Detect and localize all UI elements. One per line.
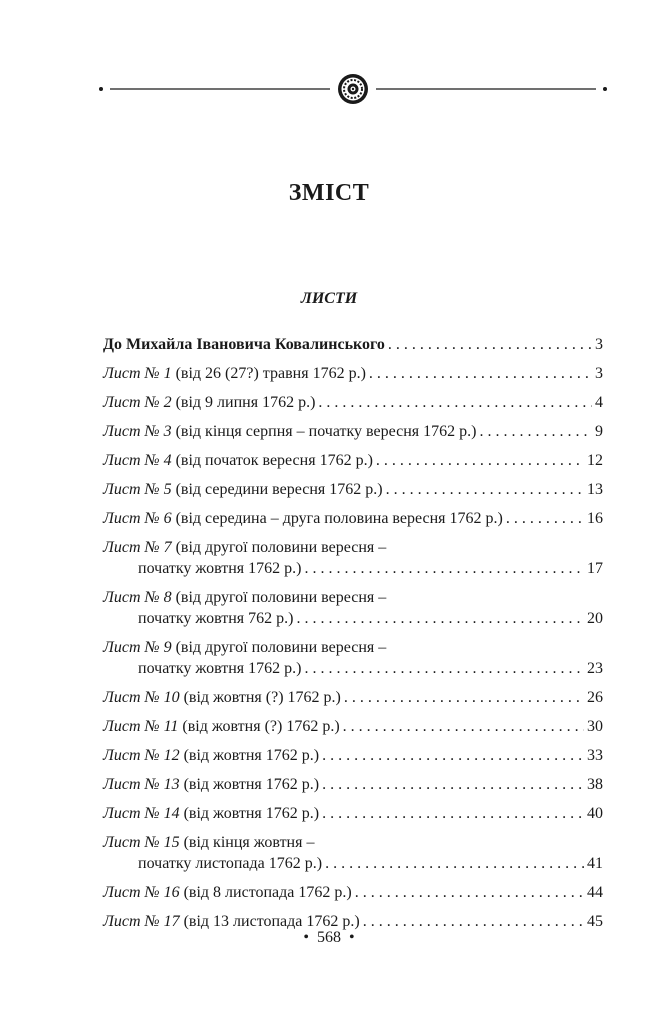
- dot-leader: [506, 508, 584, 529]
- dot-leader: [386, 479, 584, 500]
- toc-entry-title: До Михайла Івановича Ковалинського: [103, 336, 385, 353]
- sun-ornament-icon: [338, 74, 368, 104]
- toc-page-number: 3: [595, 336, 603, 353]
- toc-entry-title: (від жовтня 1762 р.): [179, 747, 320, 764]
- dot-leader: [296, 608, 584, 629]
- toc-entry-title: (від 8 листопада 1762 р.): [179, 884, 352, 901]
- dot-leader: [344, 687, 584, 708]
- dot-leader: [343, 716, 584, 737]
- toc-page-number: 13: [587, 481, 603, 498]
- dot-leader: [355, 882, 584, 903]
- ornament-dot-left: [99, 87, 103, 91]
- dot-leader: [388, 334, 592, 355]
- toc-letter-number: Лист № 1: [103, 365, 172, 382]
- toc-entry: [103, 479, 603, 500]
- toc-letter-number: Лист № 13: [103, 776, 180, 793]
- toc-entry-title: (від другої половини вересня –: [171, 539, 387, 556]
- footer-bullet-left: •: [303, 929, 309, 946]
- toc-entry: [103, 392, 603, 413]
- section-title: ЛИСТИ: [300, 290, 358, 307]
- dot-leader: [322, 803, 584, 824]
- dot-leader: [369, 363, 592, 384]
- toc-letter-number: Лист № 3: [103, 423, 172, 440]
- footer-page-number: 568: [317, 929, 341, 946]
- toc-entry: [103, 745, 603, 766]
- toc-letter-number: Лист № 7: [103, 539, 172, 556]
- toc-page-number: 4: [595, 394, 603, 411]
- toc-letter-number: Лист № 4: [103, 452, 172, 469]
- toc-entry-title: (від жовтня (?) 1762 р.): [178, 718, 340, 735]
- toc-entry-title: (від середина – друга половина вересня 1762 р.): [171, 510, 503, 527]
- dot-leader: [376, 450, 584, 471]
- dot-leader: [322, 774, 584, 795]
- toc-entry-continuation: початку жовтня 1762 р.): [138, 560, 302, 577]
- toc-entry-continuation: початку жовтня 762 р.): [138, 610, 294, 627]
- toc-entry: [103, 334, 603, 355]
- toc-entry: [103, 508, 603, 529]
- toc-letter-number: Лист № 12: [103, 747, 180, 764]
- toc-entry-title: (від другої половини вересня –: [171, 589, 387, 606]
- toc-entry-title: (від кінця серпня – початку вересня 1762 р.): [171, 423, 477, 440]
- table-of-contents: [103, 334, 603, 940]
- toc-page-number: 17: [587, 560, 603, 577]
- toc-entry: [103, 716, 603, 737]
- toc-page-number: 38: [587, 776, 603, 793]
- footer-bullet-right: •: [349, 929, 355, 946]
- toc-page-number: 40: [587, 805, 603, 822]
- toc-entry: [103, 587, 603, 629]
- header-ornament: [98, 72, 610, 106]
- toc-entry-title: (від середини вересня 1762 р.): [171, 481, 383, 498]
- toc-letter-number: Лист № 16: [103, 884, 180, 901]
- toc-letter-number: Лист № 15: [103, 834, 180, 851]
- toc-entry: [103, 537, 603, 579]
- toc-page-number: 3: [595, 365, 603, 382]
- toc-entry-title: (від жовтня 1762 р.): [179, 805, 320, 822]
- toc-entry-title: (від жовтня (?) 1762 р.): [179, 689, 341, 706]
- toc-letter-number: Лист № 17: [103, 913, 180, 930]
- toc-page-number: 30: [587, 718, 603, 735]
- toc-letter-number: Лист № 14: [103, 805, 180, 822]
- toc-entry-continuation: початку листопада 1762 р.): [138, 855, 323, 872]
- dot-leader: [479, 421, 592, 442]
- toc-entry: [103, 637, 603, 679]
- toc-entry: [103, 687, 603, 708]
- toc-letter-number: Лист № 8: [103, 589, 172, 606]
- toc-entry-continuation: початку жовтня 1762 р.): [138, 660, 302, 677]
- toc-entry: [103, 882, 603, 903]
- toc-page-number: 26: [587, 689, 603, 706]
- page-footer: [0, 929, 658, 947]
- toc-letter-number: Лист № 5: [103, 481, 172, 498]
- toc-entry: [103, 363, 603, 384]
- toc-letter-number: Лист № 11: [103, 718, 179, 735]
- toc-page-number: 16: [587, 510, 603, 527]
- toc-letter-number: Лист № 10: [103, 689, 180, 706]
- toc-entry-title: (від кінця жовтня –: [179, 834, 315, 851]
- toc-entry-title: (від другої половини вересня –: [171, 639, 387, 656]
- dot-leader: [318, 392, 592, 413]
- toc-page-number: 33: [587, 747, 603, 764]
- toc-entry-title: (від 26 (27?) травня 1762 р.): [171, 365, 366, 382]
- toc-entry: [103, 450, 603, 471]
- ornament-dot-right: [603, 87, 607, 91]
- toc-letter-number: Лист № 6: [103, 510, 172, 527]
- page-title: ЗМІСТ: [288, 180, 370, 206]
- toc-page-number: 20: [587, 610, 603, 627]
- toc-entry: [103, 832, 603, 874]
- dot-leader: [322, 745, 584, 766]
- toc-page-number: 44: [587, 884, 603, 901]
- toc-page-number: 9: [595, 423, 603, 440]
- dot-leader: [304, 558, 584, 579]
- toc-entry-title: (від початок вересня 1762 р.): [171, 452, 373, 469]
- toc-entry-title: (від жовтня 1762 р.): [179, 776, 320, 793]
- toc-letter-number: Лист № 2: [103, 394, 172, 411]
- toc-entry: [103, 774, 603, 795]
- toc-page-number: 23: [587, 660, 603, 677]
- dot-leader: [325, 853, 584, 874]
- toc-entry: [103, 421, 603, 442]
- toc-entry-title: (від 13 листопада 1762 р.): [179, 913, 360, 930]
- toc-entry: [103, 803, 603, 824]
- toc-page-number: 45: [587, 913, 603, 930]
- toc-page-number: 41: [587, 855, 603, 872]
- toc-page-number: 12: [587, 452, 603, 469]
- toc-letter-number: Лист № 9: [103, 639, 172, 656]
- dot-leader: [304, 658, 584, 679]
- toc-entry-title: (від 9 липня 1762 р.): [171, 394, 316, 411]
